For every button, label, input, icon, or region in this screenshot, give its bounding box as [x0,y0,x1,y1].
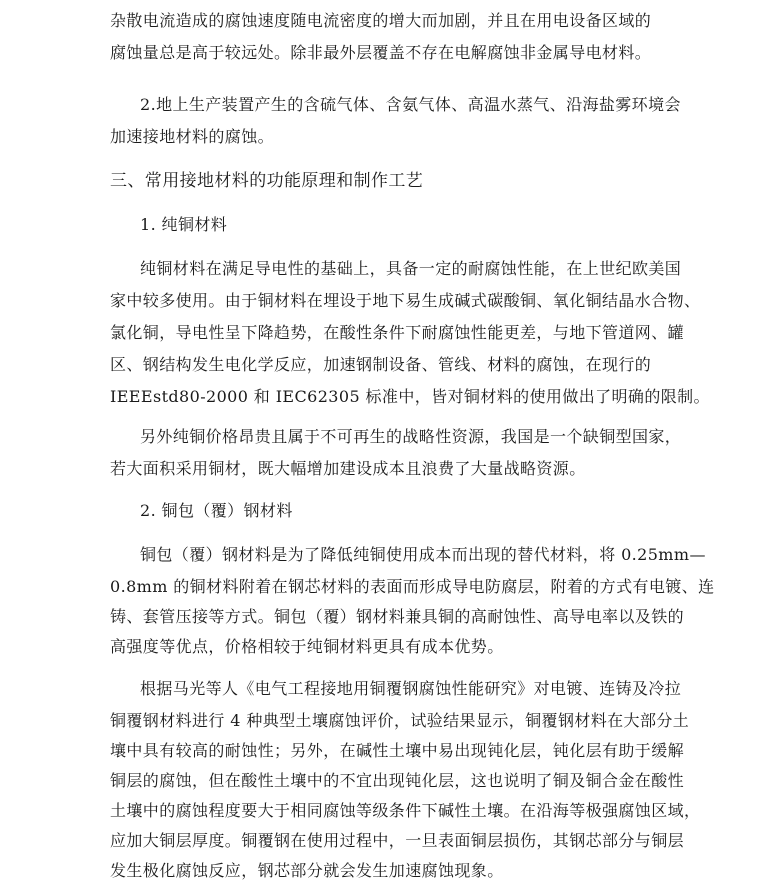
text-line: 根据马光等人《电气工程接地用铜覆钢腐蚀性能研究》对电镀、连铸及冷拉 [140,679,682,698]
text-line: 0.8mm 的铜材料附着在钢芯材料的表面而形成导电防腐层，附着的方式有电镀、连 [110,577,715,596]
text-line: 发生极化腐蚀反应，钢芯部分就会发生加速腐蚀现象。 [110,861,504,880]
text-line: 铜覆钢材料进行 4 种典型土壤腐蚀评价，试验结果显示，铜覆钢材料在大部分土 [110,711,690,730]
text-line: 铸、套管压接等方式。铜包（覆）钢材料兼具铜的高耐蚀性、高导电率以及铁的 [110,607,685,626]
text-line: 家中较多使用。由于铜材料在埋设于地下易生成碱式碳酸铜、氧化铜结晶水合物、 [110,291,701,310]
text-line: 2.地上生产装置产生的含硫气体、含氨气体、高温水蒸气、沿海盐雾环境会 [140,95,681,114]
text-line: 壤中具有较高的耐蚀性；另外，在碱性土壤中易出现钝化层，钝化层有助于缓解 [110,741,685,760]
text-line: 腐蚀量总是高于较远处。除非最外层覆盖不存在电解腐蚀非金属导电材料。 [110,43,652,62]
text-line: 铜包（覆）钢材料是为了降低纯铜使用成本而出现的替代材料，将 0.25mm— [140,545,706,564]
text-line: 加速接地材料的腐蚀。 [110,127,275,146]
text-line: 另外纯铜价格昂贵且属于不可再生的战略性资源，我国是一个缺铜型国家， [140,427,682,446]
text-line: 若大面积采用铜材，既大幅增加建设成本且浪费了大量战略资源。 [110,459,586,478]
text-line: 氯化铜，导电性呈下降趋势，在酸性条件下耐腐蚀性能更差，与地下管道网、罐 [110,323,685,342]
text-line: 高强度等优点，价格相较于纯铜材料更具有成本优势。 [110,637,504,656]
text-line: 应加大铜层厚度。铜覆钢在使用过程中，一旦表面铜层损伤，其钢芯部分与铜层 [110,831,685,850]
section-heading: 三、常用接地材料的功能原理和制作工艺 [110,171,424,191]
text-line: 土壤中的腐蚀程度要大于相同腐蚀等级条件下碱性土壤。在沿海等极强腐蚀区域， [110,801,701,820]
text-line: 纯铜材料在满足导电性的基础上，具备一定的耐腐蚀性能，在上世纪欧美国 [140,259,682,278]
text-line: 区、钢结构发生电化学反应，加速钢制设备、管线、材料的腐蚀，在现行的 [110,355,652,374]
text-line: 铜层的腐蚀，但在酸性土壤中的不宜出现钝化层，这也说明了铜及铜合金在酸性 [110,771,685,790]
text-line: IEEEstd80-2000 和 IEC62305 标准中，皆对铜材料的使用做出了明确的限制。 [110,387,710,406]
text-line: 杂散电流造成的腐蚀速度随电流密度的增大而加剧，并且在用电设备区域的 [110,11,652,30]
subsection-heading-pure-copper: 1. 纯铜材料 [140,215,228,234]
subsection-heading-copper-clad-steel: 2. 铜包（覆）钢材料 [140,501,293,520]
